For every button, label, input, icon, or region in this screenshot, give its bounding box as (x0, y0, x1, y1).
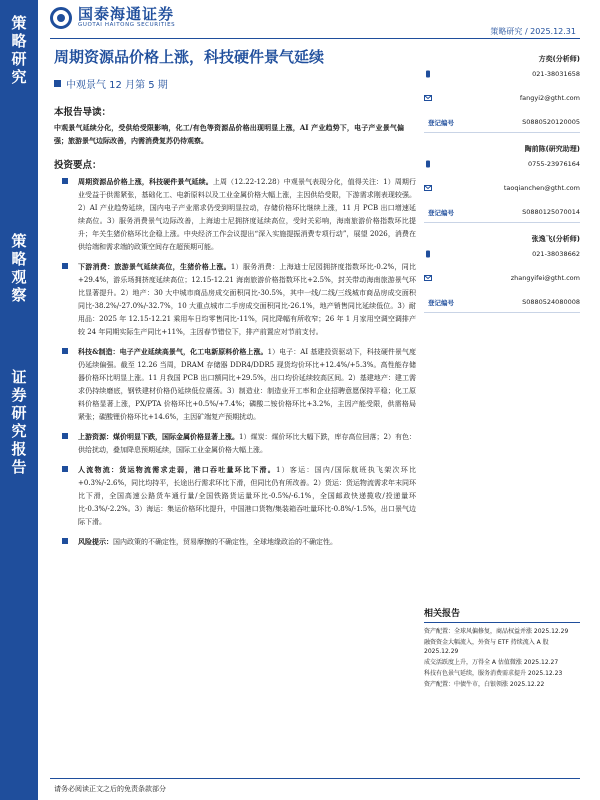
analyst-email[interactable]: zhangyifei@gtht.com (510, 274, 580, 282)
related-report-link[interactable]: 资产配置：全球风偏修复，商品权益并涨 2025.12.29 (424, 628, 569, 635)
report-type-date: 策略研究 / 2025.12.31 (490, 27, 576, 36)
registration-number: S0880520120005 (522, 118, 580, 126)
subtitle-text: 中观景气 12 月第 5 期 (66, 80, 168, 91)
square-bullet-icon (62, 466, 68, 472)
email-icon (424, 184, 432, 192)
invest-heading: 投资要点： (54, 160, 102, 171)
list-item (62, 345, 416, 424)
related-report-link[interactable]: 科技有色景气延续，服务消费需求提升 2025.12.23 (424, 670, 563, 677)
related-reports (424, 606, 580, 691)
related-report-link[interactable]: 融资资金大幅流入，外资与 ETF 持续流入 A 股 2025.12.29 (424, 639, 549, 655)
list-item (62, 430, 416, 457)
registration-label: 登记编号 (428, 299, 454, 307)
related-heading: 相关报告 (424, 606, 580, 623)
bullet-lead: 上游资源：煤价明显下跌，国际金属价格显著上涨。 (78, 432, 240, 441)
bullet-text: 1）电子：AI 基建投资驱动下，科技硬件景气度仍延续偏强。截至 12.26 当周，DRAM 存储器 DDR4/DDR5 现货均价环比+12.4%/+5.3%。高性能存储器价格环比明显上涨。11 月我国 PCB 出口额同比+29.5%，出口均价延续较高区间。2）基建地产：建工需求仍持续磨底，钢铁建材价格仍延续低位震荡。3）制造业：制造业开工率和企业招聘意愿保持平稳；化工原料价格显著上涨，PX/PTA 价格环比+0.5%/+7.4%；磷酸二铵价格环比+3.2%，主因产能受限，供需格局紧张；碳酸锂价格环比+14.6%，主因矿端复产预期扰动。 (78, 348, 417, 421)
header-divider (50, 38, 580, 39)
analyst-name: 陶前陈(研究助理) (524, 145, 580, 153)
list-item (62, 463, 416, 529)
bullet-lead: 科技&制造：电子产业延续高景气，化工电新原料价格上涨。 (78, 347, 268, 356)
analyst-name: 方奕(分析师) (538, 55, 580, 63)
phone-icon (424, 70, 432, 78)
logo-icon (50, 7, 72, 29)
square-bullet-icon (62, 178, 68, 184)
bullet-text: 国内政策的不确定性，贸易摩擦的不确定性，全球地缘政治的不确定性。 (113, 538, 337, 546)
analyst-divider (424, 312, 580, 313)
bullet-lead: 风险提示： (78, 537, 113, 546)
square-bullet-icon (62, 348, 68, 354)
email-icon (424, 94, 432, 102)
bullet-text: 1）客运：国内/国际航班执飞架次环比+0.3%/-2.6%，同比均持平，长途出行需求环比下滑，但同比仍有所改善。2）货运：货运物流需求年末同环比下滑，全国高速公路货车通行量/全国铁路货运量环比-0.5%/-6.1%，全国邮政快递揽收/投递量环比-0.3%/-2.2%。3）海运：集运价格环比提升，中国港口货物/集装箱吞吐量环比-0.8%/-1.5%，出口景气边际下滑。 (78, 466, 417, 526)
analyst-phone: 0755-23976164 (528, 160, 580, 168)
footer-disclaimer: 请务必阅读正文之后的免责条款部分 (54, 785, 166, 793)
sidebar-label-research: 策 略 研 究 (11, 14, 27, 86)
guide-heading: 本报告导读： (54, 107, 112, 118)
related-report-link[interactable]: 成交活跃度上升，万得全 A 估值微涨 2025.12.27 (424, 659, 559, 666)
registration-label: 登记编号 (428, 209, 454, 217)
analyst-email[interactable]: fangyi2@gtht.com (519, 94, 580, 102)
email-icon (424, 274, 432, 282)
investment-points (62, 175, 416, 555)
square-bullet-icon (62, 538, 68, 544)
bullet-text: 1）煤炭：煤价环比大幅下跌，库存高位回落；2）有色：供给扰动，叠加降息预期延续，国际工业金属价格大幅上涨。 (78, 433, 416, 454)
list-item (62, 260, 416, 339)
logo-name-cn: 国泰海通证券 (78, 5, 175, 23)
square-bullet-icon (54, 80, 61, 87)
analyst-divider (424, 222, 580, 223)
left-sidebar (0, 0, 38, 800)
list-item (62, 535, 416, 549)
registration-label: 登记编号 (428, 119, 454, 127)
bullet-lead: 人流物流：货运物流需求走弱，港口吞吐量环比下滑。 (78, 465, 276, 474)
related-report-link[interactable]: 资产配置：中债牛市，白银领涨 2025.12.22 (424, 681, 545, 688)
report-subtitle (54, 76, 168, 91)
bullet-lead: 下游消费：旅游景气延续高位，生猪价格上涨。 (78, 262, 231, 271)
guide-text: 中观景气延续分化，受供给受限影响，化工/有色等资源品价格出现明显上涨，AI 产业趋势下，电子产业景气偏强；旅游景气边际改善，内需消费复苏仍待观察。 (54, 123, 404, 145)
analyst-phone: 021-38031658 (532, 70, 580, 78)
analyst-card (424, 228, 580, 348)
bullet-lead: 周期资源品价格上涨，科技硬件景气延续。 (78, 177, 213, 186)
phone-icon (424, 160, 432, 168)
company-logo (50, 6, 175, 30)
bullet-text: 上周（12.22-12.28）中观景气表现分化，值得关注：1）周期行业受益于供需紧张，基础化工、电新原料以及工业金属价格大幅上涨，主因供给受限，下游需求刚表现较强。2）AI 产业趋势延续，国内电子产业需求仍受到明显拉动，存储价格环比继续上涨，11 月 PCB 出口增速延续高位。3）服务消费景气边际改善，上海迪士尼拥挤度延续高位，受时关彩响，海南旅游价格指数环比提升；年关生猪价格环比企稳上涨。中央经济工作会议提出“深入实施提振消费专项行动”，展望 2026，消费在供给端和需求端的政策空间存在超预期可能。 (78, 178, 416, 251)
analyst-phone: 021-38038662 (532, 250, 580, 258)
logo-name-en: GUOTAI HAITONG SECURITIES (78, 22, 176, 28)
square-bullet-icon (62, 263, 68, 269)
report-title: 周期资源品价格上涨，科技硬件景气延续 (54, 48, 325, 66)
footer-divider (50, 778, 580, 779)
analyst-divider (424, 132, 580, 133)
analyst-email[interactable]: taoqianchen@gtht.com (503, 184, 580, 192)
analyst-panel (424, 48, 580, 348)
registration-number: S0880524080008 (522, 298, 580, 306)
square-bullet-icon (62, 433, 68, 439)
list-item (62, 175, 416, 254)
sidebar-label-report: 证 券 研 究 报 告 (11, 368, 27, 476)
bullet-text: 1）服务消费：上海迪士尼园拥挤度指数环比-0.2%，同比+29.4%，游乐场拥挤度延续高位；12.15-12.21 海南旅游价格指数环比+2.5%，封关带动海南旅游景气环比显著提升。2）地产：30 大中城市商品房成交面积同比-30.5%，其中一线/二线/三线城市商品房成交面积同比-38.2%/-27.0%/-32.7%，10 大重点城市二手房成交面积同比-26.1%，地产销售同比延续低位。3）耐用品：2025 年 12.15-12.21 乘用车日均零售同比-11%，同比降幅有所收窄；26 年 1 月家用空调空调排产较 24 年同期实际生产同比+11%，主因春节错位下，排产前置应对节前支付。 (78, 263, 417, 336)
analyst-name: 张逸飞(分析师) (531, 235, 580, 243)
phone-icon (424, 250, 432, 258)
sidebar-label-observation: 策 略 观 察 (11, 232, 27, 304)
registration-number: S0880125070014 (522, 208, 580, 216)
